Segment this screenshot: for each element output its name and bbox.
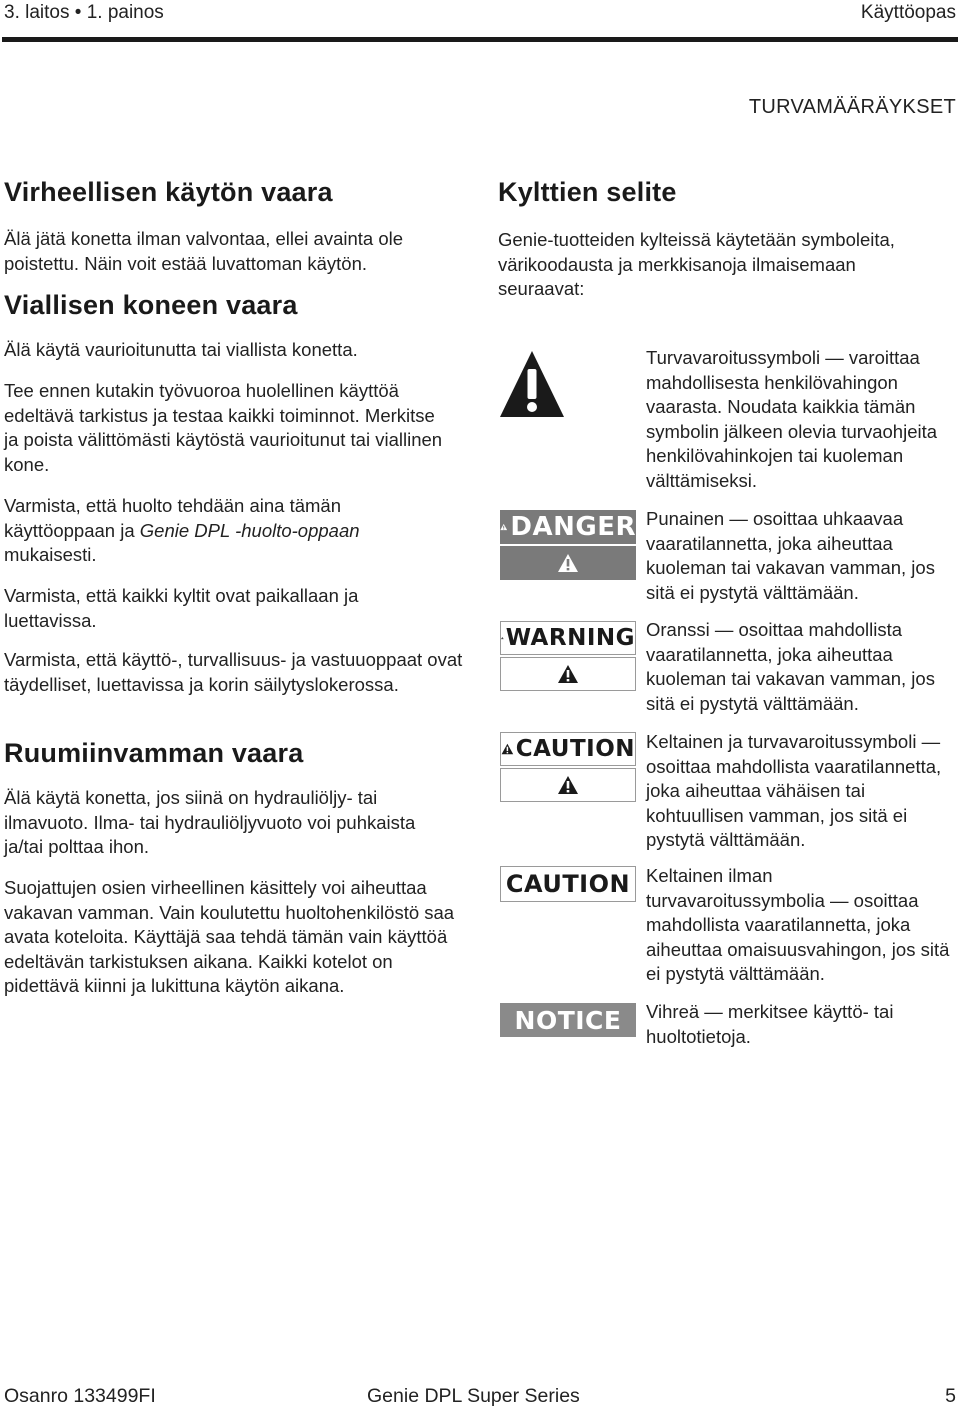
danger-sign-symbol-panel	[500, 546, 636, 580]
damaged-text-3-start: Varmista, että huolto tehdään aina tämän käyttöoppaan ja	[4, 495, 341, 541]
damaged-text-1: Älä käytä vaurioitunutta tai viallista konetta.	[4, 339, 358, 360]
misuse-text: Älä jätä konetta ilman valvontaa, ellei avainta ole poistettu. Näin voit estää luvattoman käytön.	[4, 228, 404, 274]
warning-sign-header	[500, 621, 636, 655]
header-rule	[2, 37, 958, 42]
damaged-heading: Viallisen koneen vaara	[4, 290, 298, 320]
warning-triangle-icon	[501, 739, 514, 759]
warning-label: WARNING	[505, 625, 635, 651]
notice-description: Vihreä — merkitsee käyttö- tai huoltotietoja.	[646, 1001, 894, 1047]
danger-sign-header	[500, 510, 636, 544]
warning-triangle-icon	[557, 664, 579, 684]
notice-label: NOTICE	[514, 1005, 622, 1035]
injury-text-2: Suojattujen osien virheellinen käsittely voi aiheuttaa vakavan vamman. Vain koulutettu huoltohenkilöstö saa avata koteloita. Käyttäjä saa tehdä tämän vain käyttöä edeltävän tarkistuksen aikana. Kaikki kotelot on pidettävä kiinni ja lukittuna käytön aikana.	[4, 877, 455, 996]
warning-triangle-icon	[501, 628, 504, 648]
notice-header	[500, 1003, 636, 1037]
damaged-text-4: Varmista, että kaikki kyltit ovat paikallaan ja luettavissa.	[4, 585, 359, 631]
legend-heading: Kylttien selite	[498, 177, 677, 207]
safety-alert-icon	[498, 349, 566, 419]
danger-sign	[500, 510, 636, 580]
caution-symbol-description: Keltainen ja turvavaroitussymboli — osoittaa mahdollista vaaratilannetta, joka aiheuttaa vähäisen tai kohtuullisen vamman, jos sitä ei pystytä välttämään.	[646, 731, 942, 850]
caution-plain-header	[500, 866, 636, 902]
legend-intro: Genie-tuotteiden kylteissä käytetään symboleita, värikoodausta ja merkkisanoja ilmaisemaan seuraavat:	[498, 229, 895, 299]
caution-sign-symbol-panel	[500, 768, 636, 802]
service-manual-title: Genie DPL -huolto-oppaan	[139, 519, 360, 541]
danger-description: Punainen — osoittaa uhkaavaa vaaratilannetta, joka aiheuttaa kuoleman tai vakavan vamman, jos sitä ei pystytä välttämään.	[646, 508, 935, 603]
caution-plain-description: Keltainen ilman turvavaroitussymbolia — osoittaa mahdollista vaaratilannetta, joka aiheuttaa omaisuusvahingon, jos sitä ei pystytä välttämään.	[646, 865, 950, 984]
footer-product-name: Genie DPL Super Series	[367, 1385, 580, 1407]
alert-symbol-description: Turvavaroitussymboli — varoittaa mahdollisesta henkilövahingon vaarasta. Noudata kaikkia tämän symbolin jälkeen olevia turvaohjeita henkilövahinkojen tai kuoleman välttämiseksi.	[646, 347, 938, 491]
page-number: 5	[945, 1385, 956, 1407]
caution-label: CAUTION	[515, 736, 635, 762]
footer-part-number: Osanro 133499FI	[4, 1385, 156, 1407]
injury-text-1: Älä käytä konetta, jos siinä on hydrauliöljy- tai ilmavuoto. Ilma- tai hydrauliöljyvuoto voi puhkaista ja/tai polttaa ihon.	[4, 787, 416, 857]
warning-triangle-icon	[500, 516, 507, 538]
warning-triangle-icon	[557, 553, 579, 573]
caution-sign-with-symbol	[500, 732, 636, 802]
running-header-manual: Käyttöopas	[860, 2, 956, 23]
injury-heading: Ruumiinvamman vaara	[4, 738, 304, 768]
running-header-edition: 3. laitos • 1. painos	[4, 2, 164, 23]
notice-sign	[500, 1003, 636, 1037]
warning-triangle-icon	[557, 775, 579, 795]
damaged-text-2: Tee ennen kutakin työvuoroa huolellinen käyttöä edeltävä tarkistus ja testaa kaikki toiminnot. Merkitse ja poista välittömästi käytöstä vaurioitunut tai viallinen kone.	[4, 380, 443, 475]
warning-sign-symbol-panel	[500, 657, 636, 691]
caution-sign-no-symbol	[500, 866, 636, 902]
warning-description: Oranssi — osoittaa mahdollista vaaratilannetta, joka aiheuttaa kuoleman tai vakavan vamman, jos sitä ei pystytä välttämään.	[646, 619, 935, 714]
misuse-heading: Virheellisen käytön vaara	[4, 177, 333, 207]
section-title: TURVAMÄÄRÄYKSET	[748, 96, 956, 118]
damaged-text-3	[4, 494, 404, 568]
damaged-text-5: Varmista, että käyttö-, turvallisuus- ja vastuuoppaat ovat täydelliset, luettavissa ja korin säilytyslokerossa.	[4, 649, 463, 695]
damaged-text-3-end: mukaisesti.	[4, 544, 97, 565]
caution-plain-label: CAUTION	[505, 870, 631, 898]
caution-sign-header	[500, 732, 636, 766]
danger-label: DANGER	[510, 512, 636, 542]
warning-sign	[500, 621, 636, 691]
